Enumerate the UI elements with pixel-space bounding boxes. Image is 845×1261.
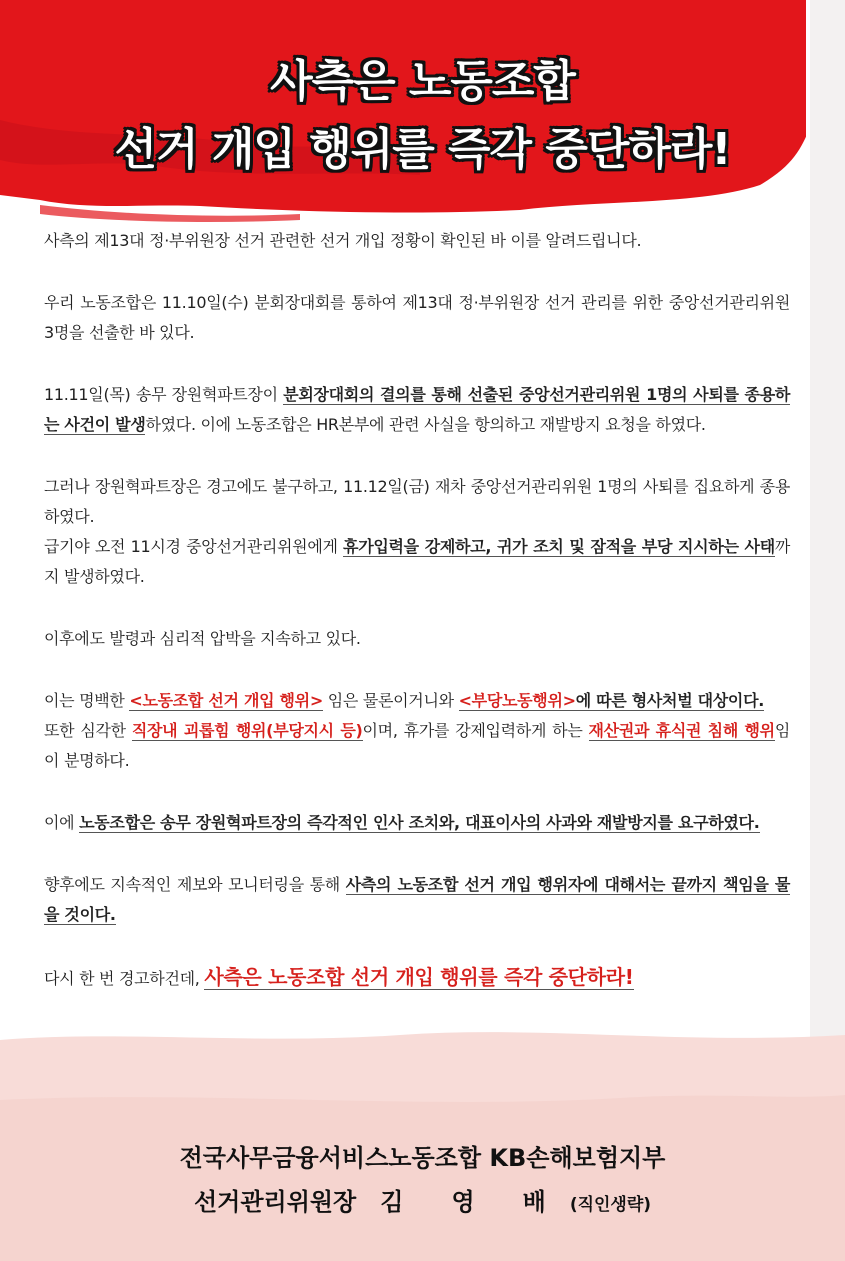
paragraph-final-warning bbox=[44, 962, 790, 994]
paragraph-monitoring bbox=[44, 870, 790, 930]
paragraph-harassment bbox=[44, 716, 790, 776]
headline bbox=[0, 48, 845, 184]
underlined-segment: 분회장대회의 결의를 통해 선출된 중앙선거관리위원 1명의 사퇴를 종용하는 사건이 발생 bbox=[44, 385, 791, 434]
paragraph-incident-1111 bbox=[44, 380, 790, 440]
final-warning-highlight: 사측은 노동조합 선거 개입 행위를 즉각 중단하라! bbox=[204, 965, 634, 989]
highlight-segment: <노동조합 선거 개입 행위> bbox=[129, 691, 323, 710]
signature-org: 전국사무금융서비스노동조합 KB손해보험지부 bbox=[179, 1144, 666, 1172]
underlined-segment: 휴가입력을 강제하고, 귀가 조치 및 잠적을 부당 지시하는 사태 bbox=[343, 537, 775, 556]
paragraph-incident-1112: 그러나 장원혁파트장은 경고에도 불구하고, 11.12일(금) 재차 중앙선거관리위원 1명의 사퇴를 집요하게 종용하였다. bbox=[44, 477, 790, 526]
text-segment: 까지 발생하였다. bbox=[44, 537, 791, 586]
paragraph-legal-violation bbox=[44, 686, 790, 716]
paragraph-continued-pressure: 이후에도 발령과 심리적 압박을 지속하고 있다. bbox=[44, 629, 361, 648]
highlight-segment: 재산권과 휴식권 침해 행위 bbox=[588, 721, 775, 740]
underlined-segment: 에 따른 형사처벌 대상이다. bbox=[575, 691, 765, 710]
text-segment: 임은 물론이거니와 bbox=[322, 691, 459, 710]
highlight-segment: 직장내 괴롭힘 행위(부당지시 등) bbox=[131, 721, 363, 740]
statement-body bbox=[44, 226, 790, 1026]
signature-name-3: 배 bbox=[522, 1188, 546, 1216]
paragraph-demands bbox=[44, 808, 790, 838]
paragraph-committee-election: 우리 노동조합은 11.10일(수) 분회장대회를 통하여 제13대 정·부위원장 선거 관리를 위한 중앙선거관리위원 3명을 선출한 바 있다. bbox=[44, 293, 790, 342]
text-segment: 하였다. 이에 노동조합은 HR본부에 관련 사실을 항의하고 재발방지 요청을 하였다. bbox=[145, 415, 706, 434]
text-segment: 임이 분명하다. bbox=[44, 721, 790, 770]
underlined-segment: 사측의 노동조합 선거 개입 행위자에 대해서는 끝까지 책임을 물을 것이다. bbox=[44, 875, 790, 924]
signature-title: 선거관리위원장 bbox=[193, 1188, 357, 1216]
headline-line-2: 선거 개입 행위를 즉각 중단하라! bbox=[114, 124, 731, 175]
highlight-segment: <부당노동행위> bbox=[458, 691, 576, 710]
text-segment: 향후에도 지속적인 제보와 모니터링을 통해 bbox=[44, 875, 346, 894]
signature-block bbox=[0, 1136, 845, 1227]
text-segment: 급기야 오전 11시경 중앙선거관리위원에게 bbox=[44, 537, 344, 556]
text-segment: 또한 심각한 bbox=[44, 721, 132, 740]
paragraph-forced-leave bbox=[44, 532, 790, 592]
underlined-segment: 노동조합은 송무 장원혁파트장의 즉각적인 인사 조치와, 대표이사의 사과와 재발방지를 요구하였다. bbox=[79, 813, 760, 832]
signature-name-1: 김 bbox=[380, 1188, 404, 1216]
paragraph-intro: 사측의 제13대 정·부위원장 선거 관련한 선거 개입 정황이 확인된 바 이를 알려드립니다. bbox=[44, 231, 642, 250]
seal-omitted-note: (직인생략) bbox=[569, 1195, 652, 1215]
text-segment: 이며, 휴가를 강제입력하게 하는 bbox=[362, 721, 589, 740]
text-segment: 이에 bbox=[44, 813, 80, 832]
headline-line-1: 사측은 노동조합 bbox=[270, 56, 575, 107]
signature-line bbox=[0, 1180, 845, 1227]
text-segment: 이는 명백한 bbox=[44, 691, 130, 710]
text-segment: 다시 한 번 경고하건데, bbox=[44, 969, 205, 988]
text-segment: 11.11일(목) 송무 장원혁파트장이 bbox=[44, 385, 284, 404]
signature-name-2: 영 bbox=[451, 1188, 475, 1216]
